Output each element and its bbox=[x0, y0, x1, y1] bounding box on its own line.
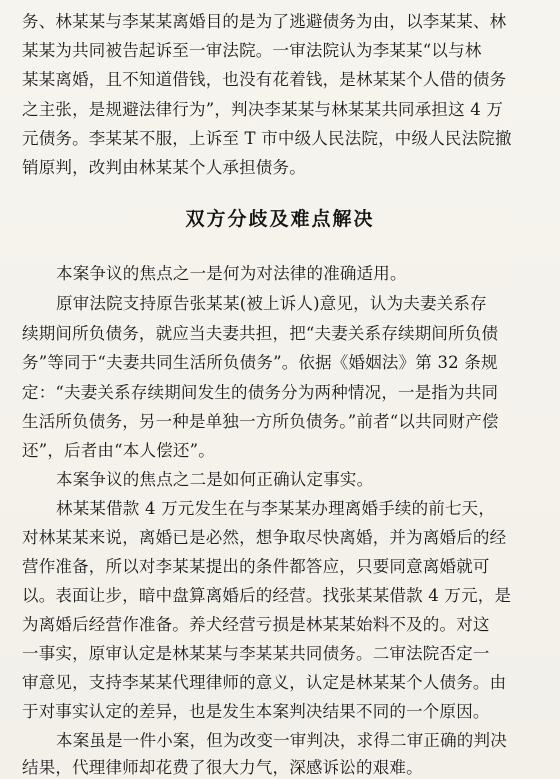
text-line: 之主张，是规避法律行为”，判决李某某与林某某共同承担这 4 万 bbox=[22, 100, 504, 119]
text-line: 一事实，原审认定是林某某与李某某共同债务。二审法院否定一 bbox=[22, 644, 490, 663]
text-line: 某某为共同被告起诉至一审法院。一审法院认为李某某“以与林 bbox=[22, 41, 482, 60]
text-line: 结果，代理律师却花费了很大力气，深感诉讼的艰难。 bbox=[22, 758, 423, 777]
text-line: 续期间所负债务，就应当夫妻共担，把“夫妻关系存续期间所负债 bbox=[22, 324, 499, 343]
text-line: 审意见，支持李某某代理律师的意义，认定是林某某个人债务。由 bbox=[22, 673, 507, 692]
text-line: 元债务。李某某不服，上诉至 T 市中级人民法院，中级人民法院撤 bbox=[22, 129, 512, 148]
text-line: 以。表面让步，暗中盘算离婚后的经营。找张某某借款 4 万元，是 bbox=[22, 586, 512, 605]
text-line: 还”，后者由“本人偿还”。 bbox=[22, 441, 215, 460]
text-line: 原审法院支持原告张某某(被上诉人)意见，认为夫妻关系存 bbox=[56, 294, 487, 313]
text-line: 生活所负债务，另一种是单独一方所负债务。”前者“以共同财产偿 bbox=[22, 412, 499, 431]
text-line: 对林某某来说，离婚已是必然，想争取尽快离婚，并为离婚后的经 bbox=[22, 528, 507, 547]
text-line: 林某某借款 4 万元发生在与李某某办理离婚手续的前七天， bbox=[56, 499, 496, 518]
text-line: 务、林某某与李某某离婚目的是为了逃避债务为由，以李某某、林 bbox=[22, 12, 507, 31]
text-line: 销原判，改判由林某某个人承担债务。 bbox=[22, 158, 306, 177]
text-line: 本案争议的焦点之一是何为对法律的准确适用。 bbox=[56, 264, 407, 283]
section-heading: 双方分歧及难点解决 bbox=[185, 208, 375, 230]
text-line: 本案争议的焦点之二是如何正确认定事实。 bbox=[56, 470, 374, 489]
text-line: 为离婚后经营作准备。养犬经营亏损是林某某始料不及的。对这 bbox=[22, 615, 490, 634]
text-line: 某某离婚，且不知道借钱，也没有花着钱，是林某某个人借的债务 bbox=[22, 70, 507, 89]
text-line: 本案虽是一件小案，但为改变一审判决，求得二审正确的判决 bbox=[56, 731, 507, 750]
text-line: 务”等同于“夫妻共同生活所负债务”。依据《婚姻法》第 32 条规 bbox=[22, 353, 498, 372]
text-line: 于对事实认定的差异，也是发生本案判决结果不同的一个原因。 bbox=[22, 702, 490, 721]
text-line: 营作准备，所以对李某某提出的条件都答应，只要同意离婚就可 bbox=[22, 557, 490, 576]
text-line: 定：“夫妻关系存续期间发生的债务分为两种情况，一是指为共同 bbox=[22, 383, 499, 402]
